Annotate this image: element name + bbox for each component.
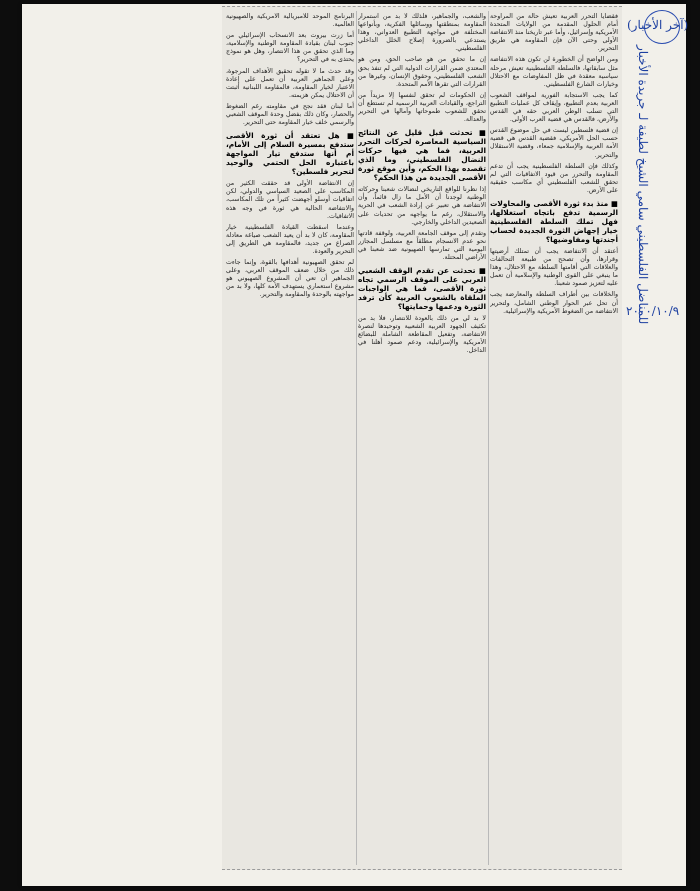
paragraph: فقضايا التحرر العربية تعيش حالة من المراوحة أمام الحلول المقدمة من الولايات المتحدة الأمريكية وإسرائيل، وأما عبر تاريخنا منذ الانتفاضة الأولى وحتى الآن فإن المقاومة هي طريق التحرير.: [490, 13, 618, 53]
interview-question: ■ تحدثت قبل قليل عن النتائج السياسية المعاصرة لحركات التحرر العربية، فما هي فيها حركات النضال الفلسطيني، وما الذي تقصده بهذا الحكم، وأين موقع ثورة الأقصى الجديدة من هذا الحكم؟: [358, 128, 486, 183]
paragraph: والشعب، والجماهير، فلذلك لا بد من استمرار المقاومة بمنطقتها ووسائلها الفكرية، وبأنواعها المختلفة في مواجهة التطبيع العدواني، وهذا يستدعي بالضرورة إصلاح الخلل الداخلي الفلسطيني.: [358, 13, 486, 53]
paragraph: أما زرت بيروت بعد الانسحاب الإسرائيلي من جنوب لبنان بقيادة المقاومة الوطنية والإسلامية، وما الذي تحقق من هذا الانتصار، وهل هو نموذج يحتذى به في التحرير؟: [226, 32, 354, 64]
column-divider: [488, 11, 489, 865]
handwritten-date: ٢٠٠٠/١٠/٩: [626, 304, 680, 318]
paragraph: البرنامج الموحد للامبريالية الأمريكية والصهيونية العالمية.: [226, 13, 354, 29]
paper-sheet: [22, 4, 689, 886]
article-column-left: [226, 13, 354, 863]
interview-question: ■ تحدثت عن تقدم الوقف الشعبي العربي على الموقف الرسمي تجاه ثورة الأقصى، فما هي الواجبات الملقاة بالشعوب العربية كأن ترفد الثورة ودعمها وحمايتها؟: [358, 266, 486, 312]
paragraph: إن قضية فلسطين ليست في حل موضوع القدس حسب الحل الأمريكي، فقضية القدس هي قضية الأمة العربية والإسلامية جمعاء، وقضية الاستقلال والتحرير.: [490, 127, 618, 159]
paragraph: أما لبنان فقد نجح في مقاومته رغم الضغوط والحصار، وكان ذلك بفضل وحدة الموقف الشعبي والرسمي خلف خيار المقاومة حتى التحرير.: [226, 102, 354, 127]
interview-question: ■ منذ بدء ثورة الأقصى والمحاولات الرسمية تدفع باتجاه استغلالها، فهل تملك السلطة الفلسطينية خيار إجهاض الثورة الجديدة لحساب أجندتها ومفاوضيها؟: [490, 198, 618, 244]
interview-question: ■ هل تعتقد أن ثورة الأقصى ستدفع بمسيرة السلام إلى الأمام، أم أنها ستدفع تيار المواجهة باعتباره الحل الحتمي والوحيد لتحرير فلسطين؟: [226, 131, 354, 177]
article-column-middle: [358, 13, 486, 863]
paragraph: وتقدم إلى موقف الجامعة العربية، ولوقفة قادتها نحو عدم الانسجام مطلقاً مع مسلسل المجازر اليومية التي تمارسها الصهيونية ضد شعبنا في الأراضي المحتلة.: [358, 229, 486, 261]
handwritten-title-note: للمناضل الفلسطيني سامي الشيخ لطيفة لـ جريدة الأخبار: [636, 44, 650, 324]
paragraph: والخلافات بين أطراف السلطة والمعارضة يجب أن تحل عبر الحوار الوطني الشامل، ولتحرير الانتفاضة من الضغوط الأمريكية والإسرائيلية.: [490, 291, 618, 315]
paragraph: إذا نظرنا للواقع التاريخي لنضالات شعبنا وحركاته الوطنية لوجدنا أن الأمل ما زال قائماً، وأن الانتفاضة هي تعبير عن إرادة الشعب في الحرية والاستقلال، رغم ما يواجهه من تحديات على الصعيدين الداخلي والخارجي.: [358, 186, 486, 226]
paragraph: إن ما تحقق من هو صاحب الحق، ومن هو المعتدي ضمن القرارات الدولية التي لم تنفذ بحق الشعب الفلسطيني، وحقوق الإنسان، وغيرها من القرارات التي تقرها الأمم المتحدة.: [358, 56, 486, 88]
handwritten-source-note: (آخر الأخبار): [627, 18, 689, 32]
article-column-right: [490, 13, 618, 863]
paragraph: كما يجب الاستجابة الفورية لمواقف الشعوب العربية بعدم التطبيع، وإيقاف كل عمليات التطبيع التي تسلب الوطن العربي حقه في القدس والأرض، فالقدس هي قضية العرب الأولى.: [490, 91, 618, 124]
paragraph: وقد حدث ما لا تقوله تحقيق الأهداف المرجوة، وعلى الجماهير العربية أن تعمل على إعادة الاعتبار لخيار المقاومة، فالمقاومة اللبنانية أثبتت أن الاحتلال يمكن هزيمته.: [226, 67, 354, 99]
paragraph: إن الحكومات لم تحقق لنفسها إلا مزيداً من التراجع، والقيادات العربية الرسمية لم تستطع أن تحقق للشعوب طموحاتها وآمالها في التحرير والعدالة.: [358, 91, 486, 124]
paragraph: إن الانتفاضة الأولى قد حققت الكثير من المكاسب على الصعيد السياسي والدولي، لكن اتفاقيات أوسلو أجهضت كثيراً من تلك المكاسب، والانتفاضة الحالية هي ثورة في وجه هذه الاتفاقيات.: [226, 180, 354, 220]
newspaper-clipping: [222, 6, 622, 870]
paragraph: لم تحقق الصهيونية أهدافها بالقوة، وإنما جاءت ذلك من خلال ضعف الموقف العربي، وعلى الجماهير أن تعي أن المشروع الصهيوني هو مشروع استعماري يستهدف الأمة كلها، ولا بد من مواجهته بالوحدة والمقاومة والتحرير.: [226, 259, 354, 299]
paragraph: أعتقد أن الانتفاضة يجب أن تمتلك أرضيتها وقرارها، وأن تصحح من طبيعة التحالفات والعلاقات التي أقامتها السلطة مع الاحتلال، وهذا ما ينبغي على القوى الوطنية والإسلامية أن تعمل عليه لتعزيز صمود شعبنا.: [490, 247, 618, 288]
paragraph: وعندما اسقطت القيادة الفلسطينية خيار المقاومة، كان لا بد أن يعيد الشعب صياغة معادلة الصراع من جديد، فالمقاومة هي الطريق إلى التحرير والعودة.: [226, 223, 354, 255]
paragraph: لا بد لي من ذلك بالعودة للانتصار، فلا بد من تكثيف الجهود العربية الشعبية وتوحيدها لنصرة الانتفاضة، وتفعيل المقاطعة الشاملة للبضائع الأمريكية والإسرائيلية، ودعم صمود أهلنا في الداخل.: [358, 315, 486, 355]
paragraph: وكذلك فإن السلطة الفلسطينية يجب أن تدعم المقاومة والتحرر من قيود الاتفاقيات التي لم تحقق للشعب الفلسطيني أي مكاسب حقيقية على الأرض.: [490, 162, 618, 194]
column-divider: [356, 11, 357, 865]
paragraph: ومن الواضح أن الخطورة لن تكون هذه الانتفاضة مثل سابقاتها، فالسلطة الفلسطينية تعيش مرحلة سياسية معقدة في ظل المفاوضات مع الاحتلال وخيارات الشارع الفلسطيني.: [490, 56, 618, 88]
